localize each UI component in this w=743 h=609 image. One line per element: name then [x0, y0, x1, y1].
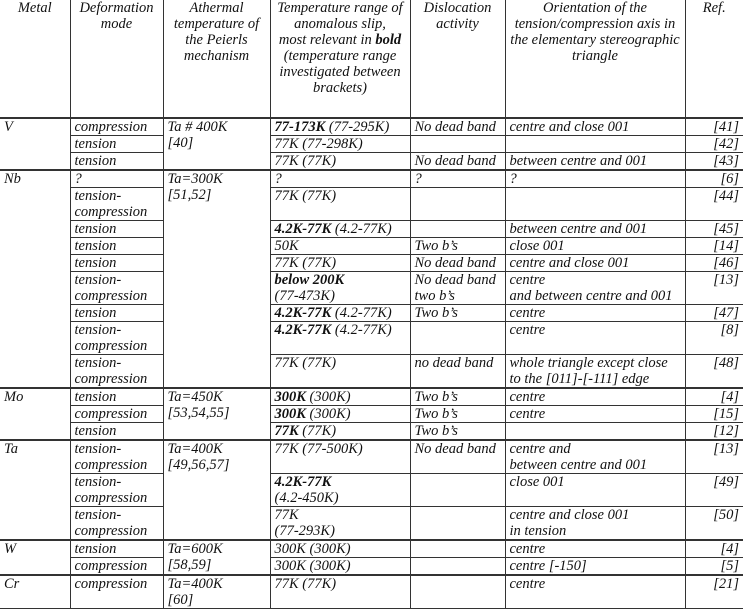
temperature-range-text: 300K (300K) — [274, 541, 351, 557]
temperature-range-cell — [270, 238, 410, 255]
temperature-range-cell — [270, 136, 410, 153]
table-row — [0, 118, 743, 136]
athermal-temperature-cell: Ta=400K [60] — [163, 575, 270, 609]
metal-cell: Nb — [0, 170, 70, 388]
temperature-range-text: 77K (77K) — [274, 153, 337, 169]
temperature-range-text: (77-295K) — [325, 119, 390, 135]
reference-cell: [15] — [685, 406, 743, 423]
deformation-mode-cell: tension — [70, 540, 163, 558]
deformation-mode-cell: tension- compression — [70, 474, 163, 507]
deformation-mode-cell: tension- compression — [70, 507, 163, 541]
deformation-mode-cell: compression — [70, 118, 163, 136]
orientation-cell — [505, 423, 685, 441]
header-temperature-range — [270, 0, 410, 118]
table-row — [0, 423, 743, 441]
temperature-range-cell — [270, 406, 410, 423]
orientation-cell: centre — [505, 388, 685, 406]
orientation-cell: centre and close 001 — [505, 118, 685, 136]
athermal-temperature-cell: Ta # 400K [40] — [163, 118, 270, 170]
temperature-range-text: (4.2-450K) — [274, 490, 339, 506]
temperature-range-text: (300K) — [305, 406, 351, 422]
reference-cell: [48] — [685, 355, 743, 389]
deformation-mode-cell: tension- compression — [70, 355, 163, 389]
metal-cell: Mo — [0, 388, 70, 440]
temperature-range-text: 77K (77K) — [274, 255, 337, 271]
temperature-relevant-bold: below 200K — [274, 272, 345, 288]
dislocation-activity-cell: No dead band — [410, 118, 505, 136]
table-row — [0, 136, 743, 153]
dislocation-activity-cell: ? — [410, 170, 505, 188]
deformation-mode-cell: tension- compression — [70, 322, 163, 355]
table-row — [0, 305, 743, 322]
reference-cell: [43] — [685, 153, 743, 171]
temperature-range-cell — [270, 558, 410, 576]
temperature-range-text: 300K (300K) — [274, 558, 351, 574]
reference-cell: [44] — [685, 188, 743, 221]
metal-cell: V — [0, 118, 70, 170]
temperature-range-text: ? — [274, 171, 282, 187]
deformation-mode-cell: compression — [70, 406, 163, 423]
temperature-range-cell — [270, 255, 410, 272]
temperature-range-cell — [270, 423, 410, 441]
orientation-cell: centre — [505, 540, 685, 558]
dislocation-activity-cell: No dead band two b’s — [410, 272, 505, 305]
header-row — [0, 0, 743, 118]
temperature-range-text: (4.2-77K) — [331, 221, 392, 237]
temperature-relevant-bold: 4.2K-77K — [274, 221, 332, 237]
dislocation-activity-cell — [410, 558, 505, 576]
temperature-range-text: (77K) — [298, 423, 337, 439]
deformation-mode-cell: tension — [70, 153, 163, 171]
deformation-mode-cell: tension — [70, 136, 163, 153]
deformation-mode-cell: tension — [70, 305, 163, 322]
table-row — [0, 406, 743, 423]
orientation-cell: centre [-150] — [505, 558, 685, 576]
athermal-temperature-cell: Ta=400K [49,56,57] — [163, 440, 270, 540]
dislocation-activity-cell: No dead band — [410, 255, 505, 272]
temperature-range-cell — [270, 355, 410, 389]
table-row — [0, 322, 743, 355]
dislocation-activity-cell: Two b’s — [410, 388, 505, 406]
dislocation-activity-cell: Two b’s — [410, 305, 505, 322]
dislocation-activity-cell: Two b’s — [410, 238, 505, 255]
temperature-range-cell — [270, 153, 410, 171]
header-temp-tail: (temperature range investigated between brackets) — [279, 48, 401, 96]
reference-cell: [4] — [685, 540, 743, 558]
temperature-range-cell — [270, 322, 410, 355]
orientation-cell: close 001 — [505, 238, 685, 255]
table-row — [0, 272, 743, 305]
reference-cell: [21] — [685, 575, 743, 609]
temperature-range-cell — [270, 440, 410, 474]
table-row — [0, 440, 743, 474]
orientation-cell: between centre and 001 — [505, 221, 685, 238]
deformation-mode-cell: tension- compression — [70, 188, 163, 221]
temperature-relevant-bold: 77K — [274, 423, 299, 439]
table-row — [0, 153, 743, 171]
header-metal: Metal — [0, 0, 70, 118]
deformation-mode-cell: tension- compression — [70, 440, 163, 474]
table-row — [0, 238, 743, 255]
reference-cell: [45] — [685, 221, 743, 238]
deformation-mode-cell: tension — [70, 423, 163, 441]
orientation-cell: between centre and 001 — [505, 153, 685, 171]
metal-cell: Ta — [0, 440, 70, 540]
orientation-cell — [505, 188, 685, 221]
athermal-temperature-cell: Ta=300K [51,52] — [163, 170, 270, 388]
dislocation-activity-cell: Two b’s — [410, 423, 505, 441]
dislocation-activity-cell: no dead band — [410, 355, 505, 389]
reference-cell: [5] — [685, 558, 743, 576]
temperature-range-text: (4.2-77K) — [331, 305, 392, 321]
dislocation-activity-cell — [410, 136, 505, 153]
temperature-range-text: (300K) — [305, 389, 351, 405]
temperature-range-text: (4.2-77K) — [331, 322, 392, 338]
athermal-temperature-cell: Ta=450K [53,54,55] — [163, 388, 270, 440]
temperature-relevant-bold: 300K — [274, 389, 306, 405]
deformation-mode-cell: compression — [70, 558, 163, 576]
temperature-range-text: 77K (77K) — [274, 188, 337, 204]
header-athermal-temperature: Athermal temperature of the Peierls mechanism — [163, 0, 270, 118]
deformation-mode-cell: tension — [70, 221, 163, 238]
temperature-range-cell — [270, 575, 410, 609]
temperature-range-text: 77K (77-298K) — [274, 136, 363, 152]
header-ref: Ref. — [685, 0, 743, 118]
reference-cell: [49] — [685, 474, 743, 507]
orientation-cell: centre and close 001 in tension — [505, 507, 685, 541]
table-row — [0, 221, 743, 238]
reference-cell: [6] — [685, 170, 743, 188]
metal-cell: Cr — [0, 575, 70, 609]
dislocation-activity-cell: No dead band — [410, 440, 505, 474]
table-row — [0, 355, 743, 389]
dislocation-activity-cell — [410, 474, 505, 507]
temperature-range-text: 77K (77K) — [274, 355, 337, 371]
header-orientation: Orientation of the tension/compression axis in the elementary stereographic triangle — [505, 0, 685, 118]
header-deformation-mode: Deformation mode — [70, 0, 163, 118]
table-body — [0, 118, 743, 609]
dislocation-activity-cell — [410, 322, 505, 355]
table-row — [0, 188, 743, 221]
deformation-mode-cell: tension- compression — [70, 272, 163, 305]
orientation-cell: centre — [505, 406, 685, 423]
temperature-range-text: (77-473K) — [274, 288, 335, 304]
dislocation-activity-cell — [410, 575, 505, 609]
orientation-cell: ? — [505, 170, 685, 188]
orientation-cell — [505, 136, 685, 153]
reference-cell: [46] — [685, 255, 743, 272]
temperature-range-text: 50K — [274, 238, 299, 254]
orientation-cell: centre — [505, 322, 685, 355]
dislocation-activity-cell: Two b’s — [410, 406, 505, 423]
reference-cell: [14] — [685, 238, 743, 255]
temperature-relevant-bold: 4.2K-77K — [274, 322, 332, 338]
deformation-mode-cell: tension — [70, 255, 163, 272]
temperature-range-cell — [270, 305, 410, 322]
table-row — [0, 255, 743, 272]
dislocation-activity-cell — [410, 221, 505, 238]
temperature-range-cell — [270, 118, 410, 136]
table-row — [0, 388, 743, 406]
temperature-relevant-bold: 300K — [274, 406, 306, 422]
temperature-range-cell — [270, 221, 410, 238]
orientation-cell: close 001 — [505, 474, 685, 507]
table-row — [0, 474, 743, 507]
orientation-cell: centre and between centre and 001 — [505, 440, 685, 474]
dislocation-activity-cell — [410, 188, 505, 221]
temperature-relevant-bold: 4.2K-77K — [274, 305, 332, 321]
temperature-relevant-bold: 4.2K-77K — [274, 474, 332, 490]
temperature-range-cell — [270, 170, 410, 188]
table-row — [0, 558, 743, 576]
table-row — [0, 540, 743, 558]
deformation-mode-cell: tension — [70, 238, 163, 255]
header-temp-text: Temperature range of anomalous slip, most relevant in — [277, 0, 403, 48]
temperature-range-text: 77K (77K) — [274, 576, 337, 592]
orientation-cell: centre and between centre and 001 — [505, 272, 685, 305]
reference-cell: [4] — [685, 388, 743, 406]
temperature-range-cell — [270, 272, 410, 305]
orientation-cell: whole triangle except close to the [011]-[-111] edge — [505, 355, 685, 389]
temperature-range-cell — [270, 188, 410, 221]
temperature-range-cell — [270, 474, 410, 507]
table-row — [0, 507, 743, 541]
header-dislocation-activity: Dislocation activity — [410, 0, 505, 118]
dislocation-activity-cell — [410, 540, 505, 558]
temperature-range-cell — [270, 507, 410, 541]
athermal-temperature-cell: Ta=600K [58,59] — [163, 540, 270, 575]
dislocation-activity-cell — [410, 507, 505, 541]
metal-cell: W — [0, 540, 70, 575]
deformation-mode-cell: ? — [70, 170, 163, 188]
temperature-range-text: 77K (77-293K) — [274, 507, 335, 539]
table-row — [0, 575, 743, 609]
table-row — [0, 170, 743, 188]
temperature-range-text: 77K (77-500K) — [274, 441, 363, 457]
header-temp-bold: bold — [375, 32, 402, 48]
reference-cell: [47] — [685, 305, 743, 322]
reference-cell: [8] — [685, 322, 743, 355]
orientation-cell: centre — [505, 575, 685, 609]
reference-cell: [50] — [685, 507, 743, 541]
reference-cell: [12] — [685, 423, 743, 441]
deformation-mode-cell: tension — [70, 388, 163, 406]
reference-cell: [13] — [685, 272, 743, 305]
temperature-relevant-bold: 77-173K — [274, 119, 326, 135]
reference-cell: [13] — [685, 440, 743, 474]
orientation-cell: centre and close 001 — [505, 255, 685, 272]
dislocation-activity-cell: No dead band — [410, 153, 505, 171]
temperature-range-cell — [270, 540, 410, 558]
reference-cell: [42] — [685, 136, 743, 153]
deformation-mode-cell: compression — [70, 575, 163, 609]
temperature-range-cell — [270, 388, 410, 406]
reference-cell: [41] — [685, 118, 743, 136]
orientation-cell: centre — [505, 305, 685, 322]
